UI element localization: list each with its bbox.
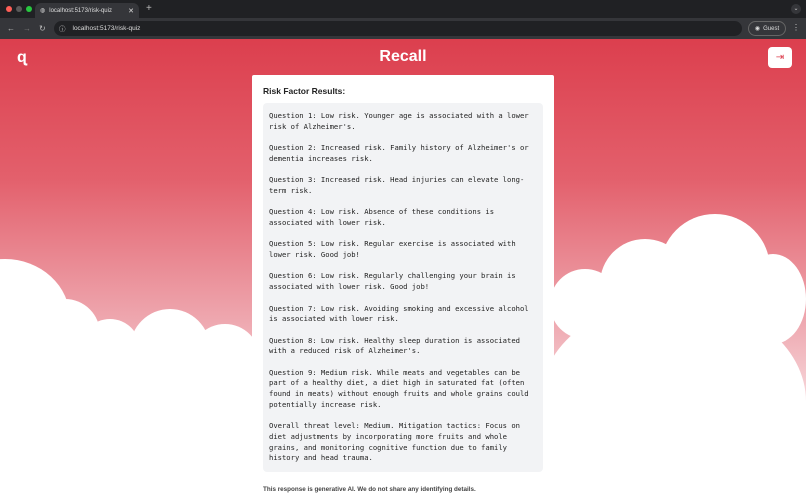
- results-card: [252, 75, 554, 504]
- ai-disclaimer: This response is generative AI. We do not share any identifying details.: [263, 486, 476, 493]
- forward-icon[interactable]: →: [23, 24, 31, 33]
- more-menu-icon[interactable]: ⋮: [792, 23, 800, 32]
- page: [0, 39, 806, 504]
- browser-tab-bar: [0, 0, 806, 18]
- site-info-icon[interactable]: ⓘ: [59, 26, 66, 33]
- app-title: Recall: [379, 48, 427, 65]
- results-text: [263, 103, 543, 472]
- browser-toolbar: [0, 18, 806, 39]
- back-icon[interactable]: ←: [7, 24, 15, 33]
- app-header: [0, 39, 806, 77]
- address-bar[interactable]: [54, 21, 742, 36]
- overall-threat: Overall threat level: Medium. Mitigation tactics: Focus on diet adjustments by incorporating more fruits and whole grains, and monitoring cognitive function due to family history and head trauma.: [269, 421, 520, 463]
- tab-title: localhost:5173/risk-quiz: [49, 7, 112, 14]
- tab-search-button[interactable]: ⌄: [791, 4, 801, 14]
- result-item: Question 8: Low risk. Healthy sleep duration is associated with a reduced risk of Alzheimer's.: [269, 335, 520, 356]
- results-heading: Risk Factor Results:: [263, 86, 346, 96]
- url-text: localhost:5173/risk-quiz: [72, 25, 141, 32]
- result-item: Question 5: Low risk. Regular exercise is associated with lower risk. Good job!: [269, 239, 516, 260]
- profile-button[interactable]: [748, 21, 786, 36]
- new-tab-button[interactable]: +: [146, 3, 152, 14]
- result-item: Question 6: Low risk. Regularly challenging your brain is associated with lower risk. Good job!: [269, 271, 516, 292]
- result-item: Question 4: Low risk. Absence of these conditions is associated with lower risk.: [269, 207, 495, 227]
- globe-icon: ◍: [40, 8, 46, 14]
- browser-tab[interactable]: [35, 3, 139, 18]
- profile-label: Guest: [763, 25, 780, 32]
- logo-icon[interactable]: ɋ: [17, 49, 27, 66]
- sign-in-icon: ⇥: [775, 52, 785, 63]
- profile-icon: ◉: [754, 26, 761, 32]
- close-tab-icon[interactable]: ✕: [128, 7, 134, 15]
- result-item: Question 2: Increased risk. Family history of Alzheimer's or dementia increases risk.: [269, 143, 529, 163]
- window-controls[interactable]: [6, 6, 32, 12]
- result-item: Question 3: Increased risk. Head injuries can elevate long-term risk.: [269, 175, 525, 195]
- result-item: Question 7: Low risk. Avoiding smoking and excessive alcohol is associated with lower risk.: [269, 303, 529, 324]
- login-button[interactable]: [768, 47, 792, 68]
- result-item: Question 9: Medium risk. While meats and vegetables can be part of a healthy diet, a diet high in saturated fat (often found in meats) without enough fruits and whole grains could potentially increase risk.: [269, 367, 529, 409]
- result-item: Question 1: Low risk. Younger age is associated with a lower risk of Alzheimer's.: [269, 111, 529, 131]
- reload-icon[interactable]: ↻: [39, 24, 46, 33]
